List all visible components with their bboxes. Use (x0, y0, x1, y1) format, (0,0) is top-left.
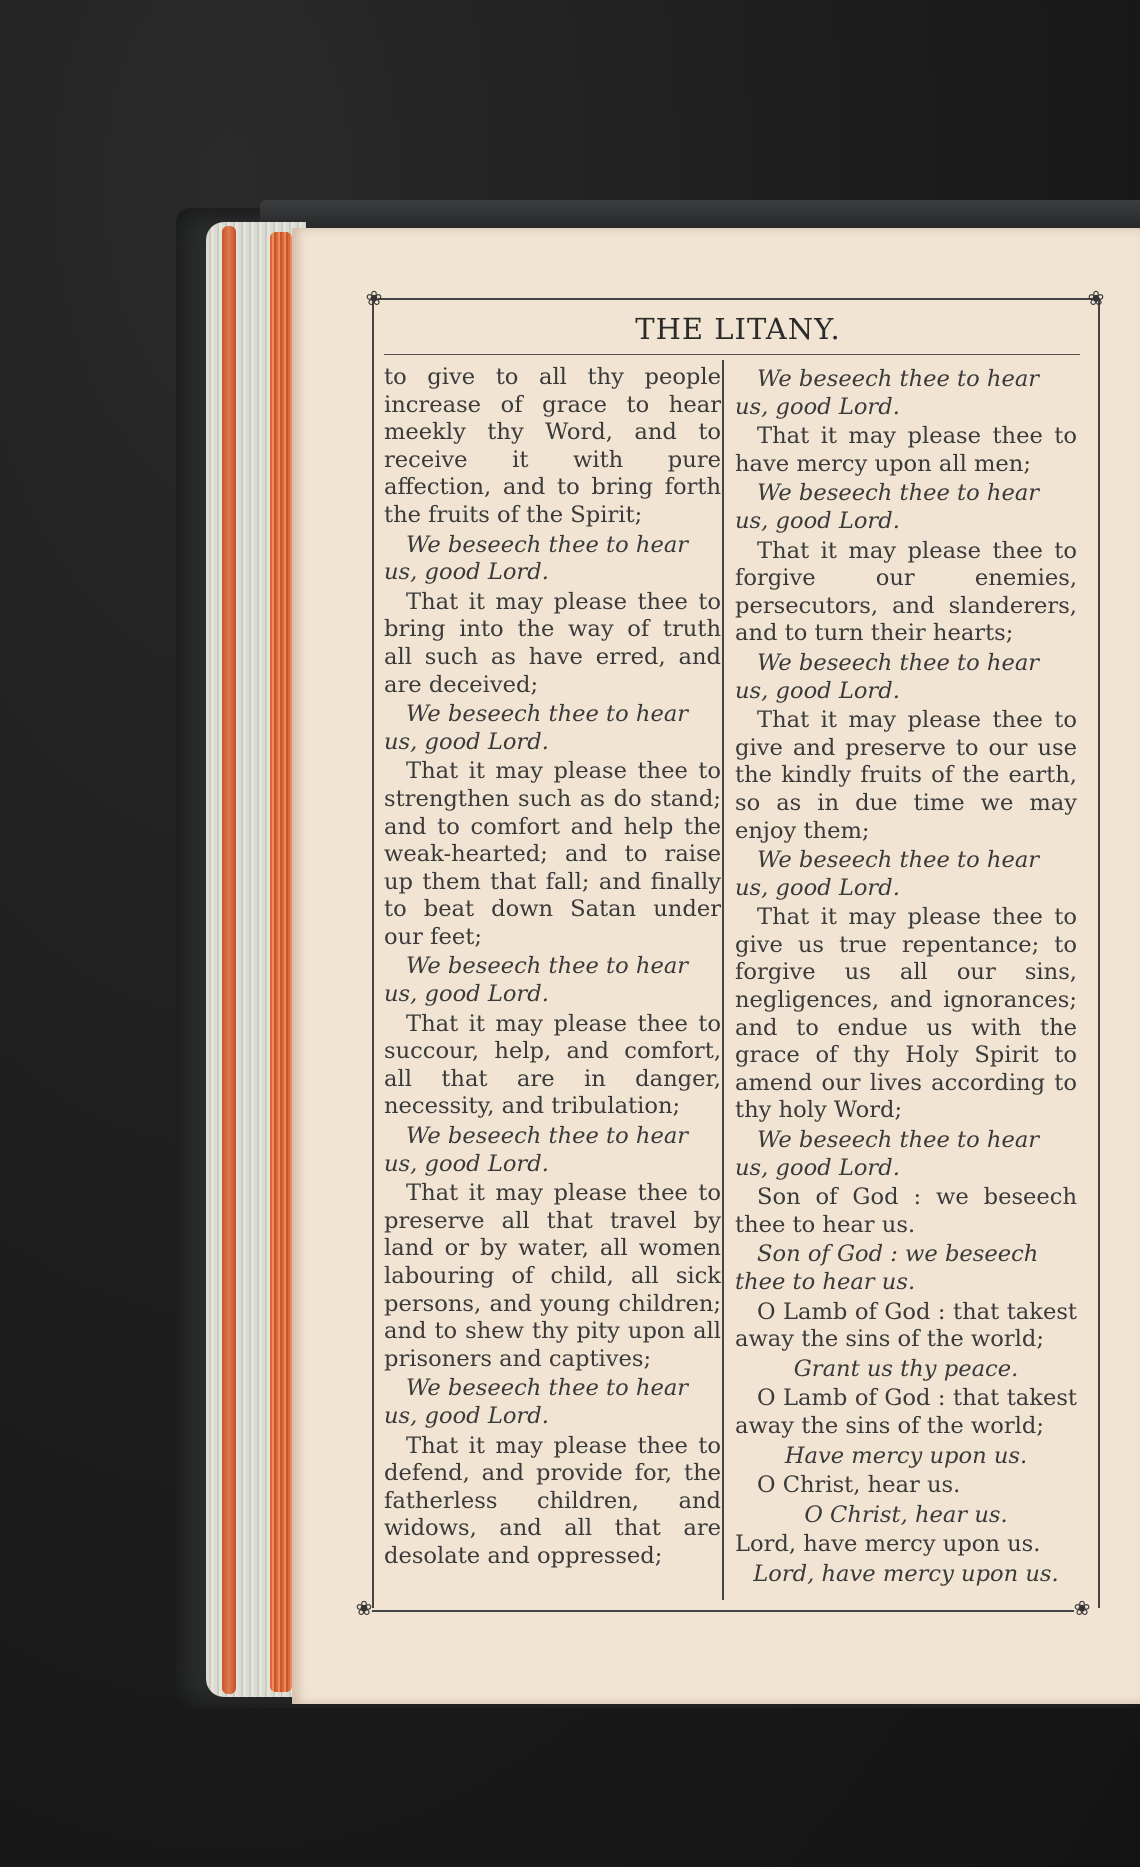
response-line: We beseech thee to hear us, good Lord. (735, 480, 1040, 534)
petition-paragraph: O Christ, hear us. (757, 1472, 961, 1499)
response-line: We beseech thee to hear us, good Lord. (735, 366, 1040, 420)
petition-paragraph: That it may please thee to preserve all that travel by land or by water, all women labouring of child, all sick persons, and young children; and to shew thy pity upon all prisoners and captives; (384, 1180, 721, 1372)
petition-paragraph: That it may please thee to have mercy upon all men; (735, 423, 1077, 477)
petition-paragraph: That it may please thee to forgive our enemies, persecutors, and slanderers, and to turn their hearts; (735, 537, 1077, 647)
column-divider (722, 360, 724, 1600)
book-cover-top (260, 200, 1140, 228)
page-border-bottom (372, 1610, 1074, 1612)
corner-ornament-icon: ❀ (1087, 286, 1105, 310)
page-border-top (378, 298, 1096, 300)
response-line: Lord, have mercy upon us. (753, 1560, 1059, 1587)
response-line: We beseech thee to hear us, good Lord. (384, 1123, 689, 1177)
response-line: We beseech thee to hear us, good Lord. (735, 1127, 1040, 1181)
header-rule (384, 354, 1080, 355)
response-line: Son of God : we beseech thee to hear us. (735, 1241, 1039, 1295)
response-line: Grant us thy peace. (793, 1355, 1019, 1382)
response-line: We beseech thee to hear us, good Lord. (384, 701, 689, 755)
petition-paragraph: to give to all thy people increase of grace to hear meekly thy Word, and to receive it with pure affection, and to bring forth the fruits of the Spirit; (384, 364, 721, 528)
petition-paragraph: That it may please thee to succour, help, and comfort, all that are in danger, necessity, and tribulation; (384, 1010, 721, 1120)
right-text-column (735, 364, 1077, 1591)
response-line: We beseech thee to hear us, good Lord. (384, 531, 689, 586)
petition-paragraph: O Lamb of God : that takest away the sins of the world; (735, 1385, 1077, 1439)
petition-paragraph: That it may please thee to give us true repentance; to forgive us all our sins, negligences, and ignorances; and to endue us with the grace of thy Holy Spirit to amend our lives according to thy holy Word; (735, 904, 1077, 1124)
left-text-column (384, 364, 721, 1571)
petition-paragraph: That it may please thee to bring into the way of truth all such as have erred, and are deceived; (384, 588, 721, 698)
page-title: THE LITANY. (635, 312, 841, 346)
petition-paragraph: O Lamb of God : that takest away the sins of the world; (735, 1298, 1077, 1353)
petition-paragraph: That it may please thee to strengthen such as do stand; and to comfort and help the weak-hearted; and to raise up them that fall; and finally to beat down Satan under our feet; (384, 758, 721, 950)
response-line: Have mercy upon us. (784, 1442, 1028, 1469)
response-line: We beseech thee to hear us, good Lord. (384, 953, 689, 1008)
petition-paragraph: Lord, have mercy upon us. (735, 1531, 1041, 1558)
petition-paragraph: That it may please thee to defend, and provide for, the fatherless children, and widows, and all that are desolate and oppressed; (384, 1432, 721, 1569)
response-line: We beseech thee to hear us, good Lord. (384, 1375, 689, 1429)
petition-paragraph: That it may please thee to give and preserve to our use the kindly fruits of the earth, so as in due time we may enjoy them; (735, 707, 1077, 844)
corner-ornament-icon: ❀ (365, 286, 383, 310)
response-line: O Christ, hear us. (804, 1501, 1008, 1528)
red-page-edge (222, 226, 236, 1694)
response-line: We beseech thee to hear us, good Lord. (735, 847, 1040, 901)
red-page-edge-inner (270, 232, 292, 1692)
corner-ornament-icon: ❀ (1073, 1596, 1091, 1620)
petition-paragraph: Son of God : we beseech thee to hear us. (735, 1184, 1077, 1238)
response-line: We beseech thee to hear us, good Lord. (735, 649, 1040, 704)
corner-ornament-icon: ❀ (355, 1596, 373, 1620)
